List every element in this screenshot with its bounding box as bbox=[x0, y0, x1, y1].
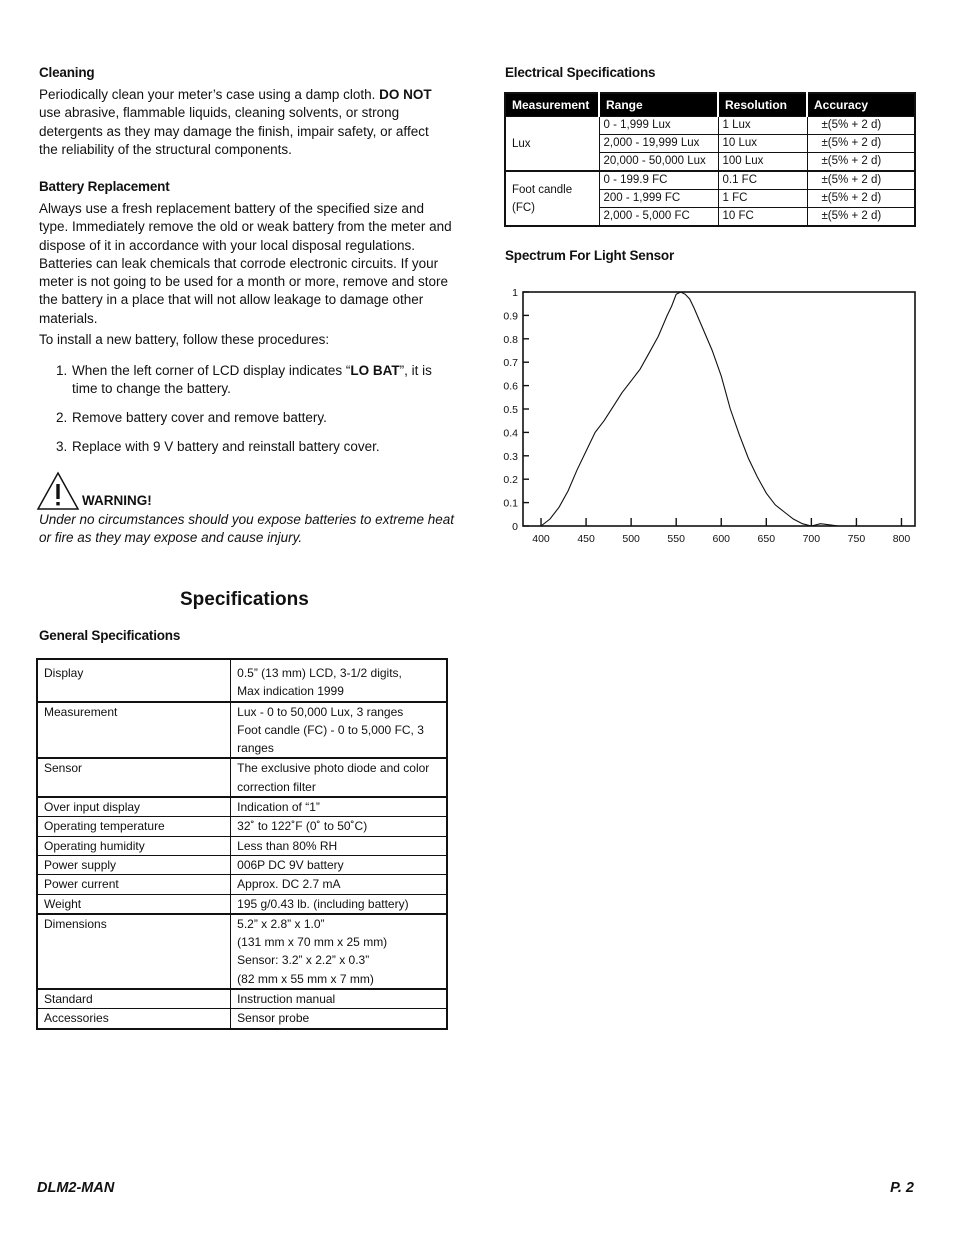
cleaning-text bbox=[39, 86, 451, 159]
battery-heading: Battery Replacement bbox=[39, 179, 170, 194]
y-tick-label: 0.8 bbox=[503, 333, 518, 346]
electrical-row bbox=[505, 171, 915, 190]
range-cell: 0 - 1,999 Lux bbox=[599, 117, 718, 135]
step-text: Replace with 9 V battery and reinstall battery cover. bbox=[72, 438, 380, 454]
spec-label: Operating temperature bbox=[37, 817, 231, 836]
spec-value-line: Approx. DC 2.7 mA bbox=[237, 877, 341, 892]
spec-value-line: 195 g/0.43 lb. (including battery) bbox=[237, 896, 409, 911]
install-step bbox=[39, 438, 453, 456]
x-tick-label: 550 bbox=[667, 533, 685, 545]
step-text-after: ”, it is time to change the battery. bbox=[72, 363, 432, 397]
x-tick-label: 800 bbox=[892, 533, 911, 545]
cleaning-text-bold: DO NOT bbox=[379, 87, 432, 102]
accuracy-cell: ±(5% + 2 d) bbox=[807, 153, 915, 172]
spec-label: Power supply bbox=[37, 855, 231, 874]
spec-value bbox=[231, 659, 447, 702]
spec-row bbox=[37, 855, 447, 874]
electrical-row bbox=[505, 117, 915, 135]
spec-value-line: Foot candle (FC) - 0 to 5,000 FC, 3 ranges bbox=[237, 722, 424, 756]
step-number: 2. bbox=[56, 410, 68, 426]
spec-row bbox=[37, 914, 447, 989]
step-number: 1. bbox=[56, 363, 68, 378]
spec-value bbox=[231, 894, 447, 914]
step-text-bold: LO BAT bbox=[350, 363, 400, 378]
spec-value bbox=[231, 797, 447, 817]
x-tick-label: 400 bbox=[532, 533, 550, 545]
spec-value-line: correction filter bbox=[237, 779, 316, 794]
spec-label: Accessories bbox=[37, 1009, 231, 1029]
resolution-cell: 1 FC bbox=[718, 190, 807, 208]
footer-page-number: P. 2 bbox=[890, 1180, 914, 1196]
install-steps bbox=[39, 362, 453, 467]
electrical-spec-heading: Electrical Specifications bbox=[505, 65, 656, 80]
measurement-label: (FC) bbox=[512, 201, 535, 214]
cleaning-heading: Cleaning bbox=[39, 65, 95, 80]
y-tick-label: 1 bbox=[512, 287, 518, 299]
y-tick-label: 0 bbox=[512, 521, 518, 533]
resolution-cell: 100 Lux bbox=[718, 153, 807, 172]
accuracy-cell: ±(5% + 2 d) bbox=[807, 171, 915, 190]
spec-value bbox=[231, 875, 447, 894]
spec-row bbox=[37, 659, 447, 702]
spec-row bbox=[37, 1009, 447, 1029]
spec-row bbox=[37, 797, 447, 817]
x-tick-label: 700 bbox=[802, 533, 821, 545]
measurement-label: Foot candle bbox=[512, 183, 573, 196]
footer-doc-code: DLM2-MAN bbox=[37, 1180, 115, 1196]
x-tick-label: 750 bbox=[847, 533, 866, 545]
y-tick-label: 0.6 bbox=[503, 380, 518, 393]
x-tick-label: 450 bbox=[577, 533, 595, 545]
range-cell: 200 - 1,999 FC bbox=[599, 190, 718, 208]
spec-value-line: Lux - 0 to 50,000 Lux, 3 ranges bbox=[237, 704, 404, 719]
spec-label: Weight bbox=[37, 894, 231, 914]
measurement-label: Lux bbox=[512, 137, 531, 150]
accuracy-cell: ±(5% + 2 d) bbox=[807, 208, 915, 227]
step-text: When the left corner of LCD display indicates “ bbox=[72, 363, 351, 378]
spec-row bbox=[37, 989, 447, 1009]
spec-row bbox=[37, 817, 447, 836]
general-spec-heading: General Specifications bbox=[39, 628, 181, 643]
spec-label: Display bbox=[37, 659, 231, 702]
y-tick-label: 0.9 bbox=[503, 310, 518, 323]
cleaning-text-after: use abrasive, flammable liquids, cleaning solvents, or strong detergents as they may damage the finish, impair safety, or affect the reliability of the structural components. bbox=[39, 105, 429, 157]
spec-row bbox=[37, 875, 447, 894]
install-step bbox=[39, 409, 453, 427]
install-step bbox=[39, 362, 453, 399]
y-tick-label: 0.4 bbox=[503, 427, 518, 440]
spec-value bbox=[231, 817, 447, 836]
measurement-cell bbox=[505, 117, 599, 172]
spec-value-line: 5.2” x 2.8” x 1.0” bbox=[237, 916, 325, 931]
range-cell: 20,000 - 50,000 Lux bbox=[599, 153, 718, 172]
spec-value bbox=[231, 836, 447, 855]
specifications-title: Specifications bbox=[180, 589, 309, 610]
column-header: Range bbox=[599, 93, 718, 117]
spec-value-line: Max indication 1999 bbox=[237, 684, 344, 699]
spec-value bbox=[231, 914, 447, 989]
spec-value-line: Sensor: 3.2” x 2.2” x 0.3” bbox=[237, 953, 370, 968]
step-number: 3. bbox=[56, 438, 68, 454]
spec-value-line: 0.5” (13 mm) LCD, 3-1/2 digits, bbox=[237, 666, 402, 680]
spec-value-line: The exclusive photo diode and color bbox=[237, 761, 430, 776]
spec-row bbox=[37, 702, 447, 759]
x-tick-label: 500 bbox=[622, 533, 640, 545]
spec-label: Dimensions bbox=[37, 914, 231, 989]
spec-value-line: 32˚ to 122˚F (0˚ to 50˚C) bbox=[237, 819, 368, 834]
spec-value bbox=[231, 702, 447, 759]
spec-value-line: Instruction manual bbox=[237, 992, 336, 1007]
spec-label: Power current bbox=[37, 875, 231, 894]
spec-value bbox=[231, 758, 447, 797]
range-cell: 2,000 - 19,999 Lux bbox=[599, 135, 718, 153]
electrical-header-row bbox=[505, 93, 915, 117]
resolution-cell: 10 FC bbox=[718, 208, 807, 227]
y-tick-label: 0.3 bbox=[503, 450, 518, 463]
range-cell: 2,000 - 5,000 FC bbox=[599, 208, 718, 227]
x-tick-label: 650 bbox=[757, 533, 776, 545]
range-cell: 0 - 199.9 FC bbox=[599, 171, 718, 190]
spec-row bbox=[37, 894, 447, 914]
y-tick-label: 0.7 bbox=[503, 357, 518, 370]
resolution-cell: 10 Lux bbox=[718, 135, 807, 153]
resolution-cell: 1 Lux bbox=[718, 117, 807, 135]
cleaning-text-before: Periodically clean your meter’s case using a damp cloth. bbox=[39, 87, 380, 102]
warning-title: WARNING! bbox=[82, 493, 152, 508]
y-tick-label: 0.2 bbox=[503, 474, 518, 487]
spec-label: Operating humidity bbox=[37, 836, 231, 855]
spec-value-line: Less than 80% RH bbox=[237, 838, 338, 853]
spec-row bbox=[37, 836, 447, 855]
spec-label: Over input display bbox=[37, 797, 231, 817]
spec-label: Sensor bbox=[37, 758, 231, 797]
spec-label: Measurement bbox=[37, 702, 231, 759]
spectrum-chart bbox=[495, 280, 925, 550]
x-tick-label: 600 bbox=[712, 533, 731, 545]
spec-row bbox=[37, 758, 447, 797]
spectrum-heading: Spectrum For Light Sensor bbox=[505, 248, 675, 263]
spec-value-line: (131 mm x 70 mm x 25 mm) bbox=[237, 935, 388, 950]
electrical-spec-table bbox=[504, 92, 916, 227]
spec-value bbox=[231, 855, 447, 874]
measurement-cell bbox=[505, 171, 599, 226]
spec-value bbox=[231, 1009, 447, 1029]
step-text: Remove battery cover and remove battery. bbox=[72, 410, 327, 426]
accuracy-cell: ±(5% + 2 d) bbox=[807, 190, 915, 208]
spec-label: Standard bbox=[37, 989, 231, 1009]
plot-frame bbox=[523, 292, 915, 526]
spec-value bbox=[231, 989, 447, 1009]
column-header: Accuracy bbox=[807, 93, 915, 117]
column-header: Resolution bbox=[718, 93, 807, 117]
spec-value-line: 006P DC 9V battery bbox=[237, 857, 344, 872]
warning-text: Under no circumstances should you expose batteries to extreme heat or fire as they may expose and cause injury. bbox=[39, 512, 454, 546]
warning-triangle-icon bbox=[36, 471, 80, 511]
column-header: Measurement bbox=[505, 93, 599, 117]
y-tick-label: 0.1 bbox=[503, 497, 518, 510]
general-spec-table bbox=[36, 658, 448, 1030]
spec-value-line: Indication of “1” bbox=[237, 800, 320, 815]
spec-value-line: Sensor probe bbox=[237, 1011, 310, 1026]
accuracy-cell: ±(5% + 2 d) bbox=[807, 135, 915, 153]
y-tick-label: 0.5 bbox=[503, 404, 518, 416]
battery-text: Always use a fresh replacement battery of the specified size and type. Immediately remove the old or weak battery from the meter and dispose of it in accordance with your local disposal regulations. Batteries can leak chemicals that corrode electronic circuits. If your meter is not going to be used for a month or more, remove and store the battery in a place that will not allow leakage to damage other materials. bbox=[39, 201, 452, 326]
accuracy-cell: ±(5% + 2 d) bbox=[807, 117, 915, 135]
resolution-cell: 0.1 FC bbox=[718, 171, 807, 190]
spec-value-line: (82 mm x 55 mm x 7 mm) bbox=[237, 971, 374, 986]
install-intro: To install a new battery, follow these procedures: bbox=[39, 332, 330, 347]
